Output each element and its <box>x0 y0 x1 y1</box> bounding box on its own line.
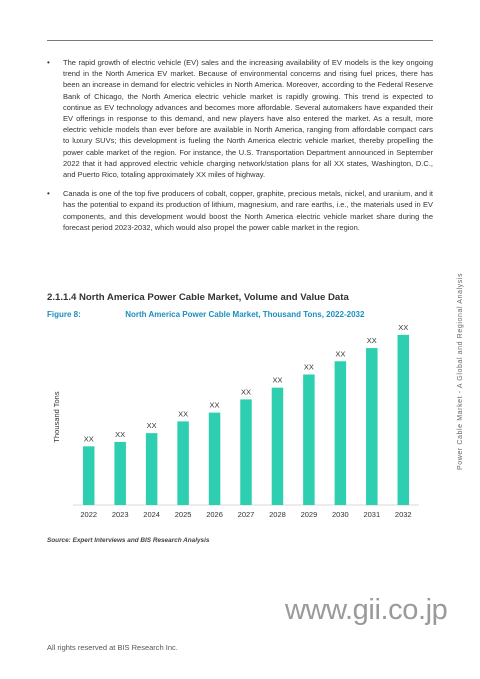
side-running-title-text: Power Cable Market - A Global and Regional Analysis <box>457 272 464 470</box>
bar-2027 <box>240 399 252 505</box>
bar-2032 <box>398 335 410 505</box>
bullet-list <box>47 57 433 241</box>
data-label-2029: XX <box>303 362 314 372</box>
bar-2024 <box>146 433 158 505</box>
x-tick-label-2026: 2026 <box>206 510 223 519</box>
x-tick-label-2029: 2029 <box>300 510 318 519</box>
x-tick-label-2023: 2023 <box>111 510 129 519</box>
data-label-2025: XX <box>178 409 189 419</box>
bullet-item-ev-growth <box>47 57 433 180</box>
bar-2022 <box>83 446 95 505</box>
bullet-text-ev-growth: The rapid growth of electric vehicle (EV) sales and the increasing availability of EV models is the key ongoing trend in the North America EV market. Because of environmental concerns and rising fuel prices, there has been an increase in demand for electric vehicles in North America. Moreover, according to the Federal Reserve Bank of Chicago, the North America electric vehicle market is rapidly growing. This trend is expected to continue as EV technology advances and becomes more affordable. Several automakers have expanded their EV offerings in response to this demand, and new players have also entered the market. As a result, more electric vehicle models than ever before are available in North America, ranging from affordable compact cars to luxury SUVs; this development is fueling the North America electric vehicle market, thereby propelling the power cable market of the region. For instance, the U.S. Transportation Department announced in September 2022 that it had approved electric vehicle charging network/station plans for all XX states, Washington, D.C., and Puerto Rico, totaling approximately XX miles of highway. <box>63 58 433 180</box>
bullet-icon: • <box>47 189 50 199</box>
watermark: www.gii.co.jp <box>285 594 448 626</box>
data-label-2028: XX <box>272 375 283 385</box>
figure-caption <box>47 310 364 319</box>
footer-copyright: All rights reserved at BIS Research Inc. <box>47 643 178 652</box>
bar-2031 <box>366 348 378 505</box>
bar-2028 <box>272 388 284 505</box>
bar-2030 <box>335 361 347 505</box>
bar-2023 <box>114 442 126 505</box>
data-label-2022: XX <box>83 434 94 444</box>
header-rule <box>47 40 433 41</box>
figure-label: Figure 8: <box>47 310 81 319</box>
bar-2026 <box>209 413 221 505</box>
data-label-2027: XX <box>240 387 252 397</box>
x-tick-label-2025: 2025 <box>174 510 192 519</box>
bullet-item-canada <box>47 188 433 233</box>
x-tick-label-2027: 2027 <box>237 510 255 519</box>
bar-chart <box>47 323 433 523</box>
bar-2025 <box>177 421 189 505</box>
source-note: Source: Expert Interviews and BIS Research Analysis <box>47 537 210 544</box>
x-tick-label-2024: 2024 <box>143 510 160 519</box>
data-label-2032: XX <box>398 323 409 332</box>
data-label-2024: XX <box>146 421 157 431</box>
x-tick-label-2028: 2028 <box>269 510 286 519</box>
x-tick-label-2032: 2032 <box>394 510 412 519</box>
data-label-2023: XX <box>115 429 126 439</box>
section-heading: 2.1.1.4 North America Power Cable Market, Volume and Value Data <box>47 292 349 303</box>
bullet-text-canada: Canada is one of the top five producers of cobalt, copper, graphite, precious metals, nickel, and uranium, and it has the potential to expand its production of lithium, magnesium, and rare earths, i.e., the materials used in EV components, and this development would boost the North America electric vehicle market share during the forecast period 2023-2032, which would also propel the power cable market in the region. <box>63 189 433 232</box>
data-label-2030: XX <box>335 349 346 359</box>
figure-title: North America Power Cable Market, Thousand Tons, 2022-2032 <box>125 310 365 319</box>
bar-chart-svg <box>47 323 433 523</box>
bar-2029 <box>303 374 315 505</box>
x-tick-label-2030: 2030 <box>332 510 349 519</box>
y-axis-label: Thousand Tons <box>52 391 61 443</box>
x-tick-label-2031: 2031 <box>363 510 381 519</box>
data-label-2031: XX <box>366 336 377 346</box>
x-tick-label-2022: 2022 <box>80 510 98 519</box>
bullet-icon: • <box>47 58 50 67</box>
data-label-2026: XX <box>209 400 220 410</box>
